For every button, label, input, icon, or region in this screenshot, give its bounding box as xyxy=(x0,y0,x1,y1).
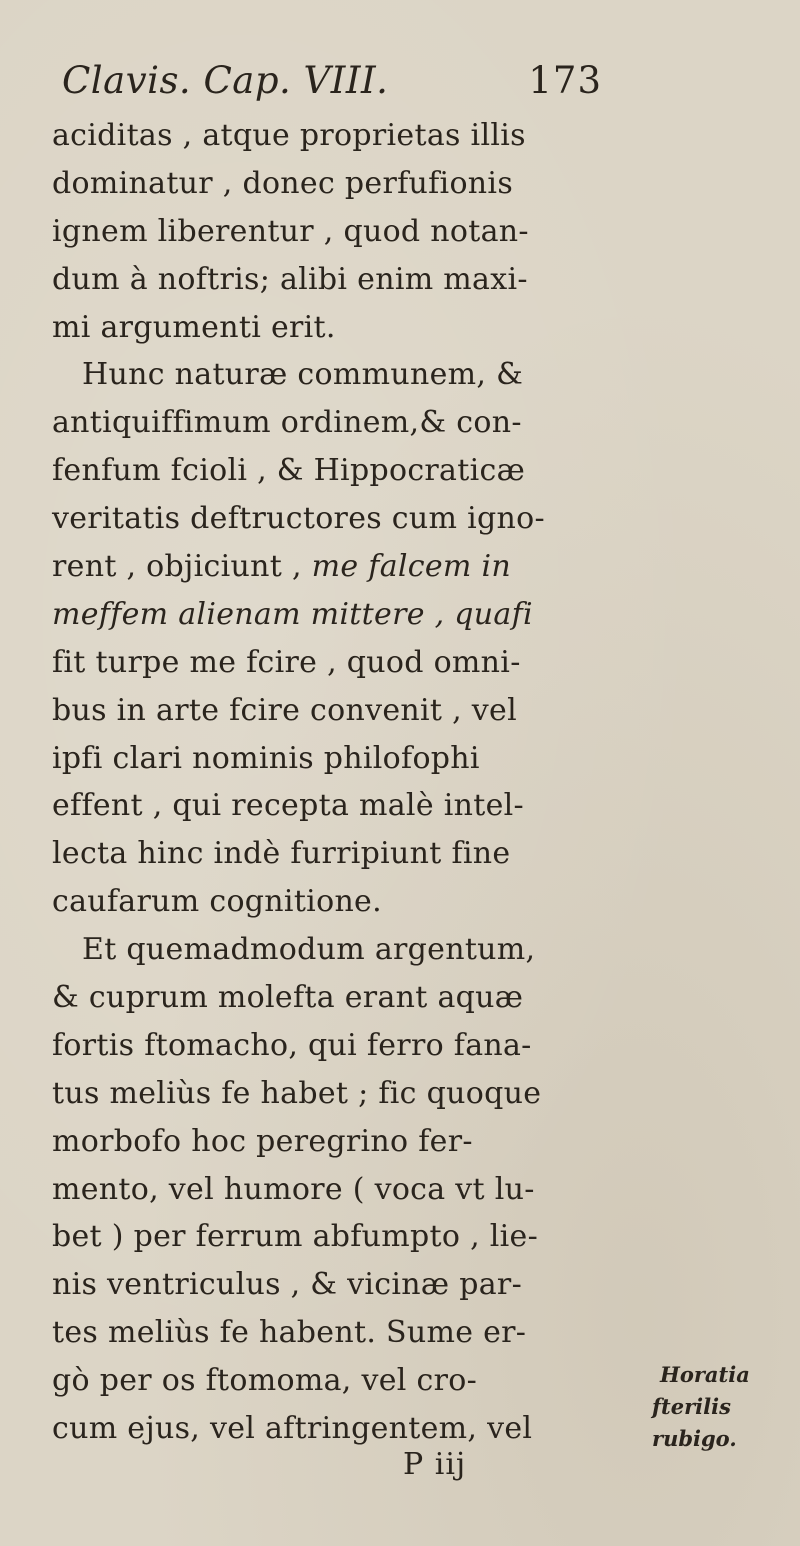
margin-note xyxy=(652,1359,792,1455)
text-line: & cuprum molefta erant aquæ xyxy=(52,980,524,1016)
page-header xyxy=(62,55,602,107)
text-line: effent , qui recepta malè intel- xyxy=(52,788,524,824)
text-line: fit turpe me fcire , quod omni- xyxy=(52,644,521,680)
text-line: bus in arte fcire convenit , vel xyxy=(52,692,517,728)
running-title: Clavis. Cap. VIII. xyxy=(62,59,389,102)
paragraph-start-line: Et quemadmodum argentum, xyxy=(82,932,536,968)
margin-note-line: rubigo. xyxy=(652,1426,737,1451)
text-line: tes meliùs fe habent. Sume er- xyxy=(52,1315,527,1351)
text-line: ignem liberentur , quod notan- xyxy=(52,213,529,249)
text-line: morbofo hoc peregrino fer- xyxy=(52,1123,473,1159)
text-line: ipfi clari nominis philofophi xyxy=(52,740,480,776)
text-line-with-italic xyxy=(52,543,612,591)
paragraph-start-line: Hunc naturæ communem, & xyxy=(82,357,524,393)
signature-mark: P iij xyxy=(403,1447,467,1482)
text-line-with-italic xyxy=(52,591,612,639)
text-segment: rent , objiciunt , xyxy=(52,549,302,585)
text-line: bet ) per ferrum abfumpto , lie- xyxy=(52,1219,539,1255)
text-line: dominatur , donec perfufionis xyxy=(52,165,514,201)
text-line: fenfum fcioli , & Hippocraticæ xyxy=(52,453,526,489)
italic-quotation-cont: meffem alienam mittere , quafi xyxy=(52,596,533,632)
italic-quotation: me falcem in xyxy=(311,549,512,585)
text-line: caufarum cognitione. xyxy=(52,884,382,920)
text-line: tus meliùs fe habet ; fic quoque xyxy=(52,1075,542,1111)
text-line: mi argumenti erit. xyxy=(52,309,336,345)
text-line: aciditas , atque proprietas illis xyxy=(52,118,526,153)
margin-note-line: fterilis xyxy=(652,1394,731,1419)
text-line: antiquiffimum ordinem,& con- xyxy=(52,405,522,441)
text-line: nis ventriculus , & vicinæ par- xyxy=(52,1267,523,1303)
text-line: gò per os ftomoma, vel cro- xyxy=(52,1363,478,1399)
text-line: lecta hinc indè furripiunt fine xyxy=(52,836,511,872)
text-line: fortis ftomacho, qui ferro fana- xyxy=(52,1027,532,1063)
text-line: veritatis deftructores cum igno- xyxy=(52,501,545,537)
page-number: 173 xyxy=(528,59,602,102)
body-text xyxy=(52,112,612,1453)
text-line: dum à noftris; alibi enim maxi- xyxy=(52,261,528,297)
text-line: cum ejus, vel aftringentem, vel xyxy=(52,1411,533,1447)
text-line: mento, vel humore ( voca vt lu- xyxy=(52,1171,535,1207)
margin-note-line: Horatia xyxy=(660,1362,750,1387)
